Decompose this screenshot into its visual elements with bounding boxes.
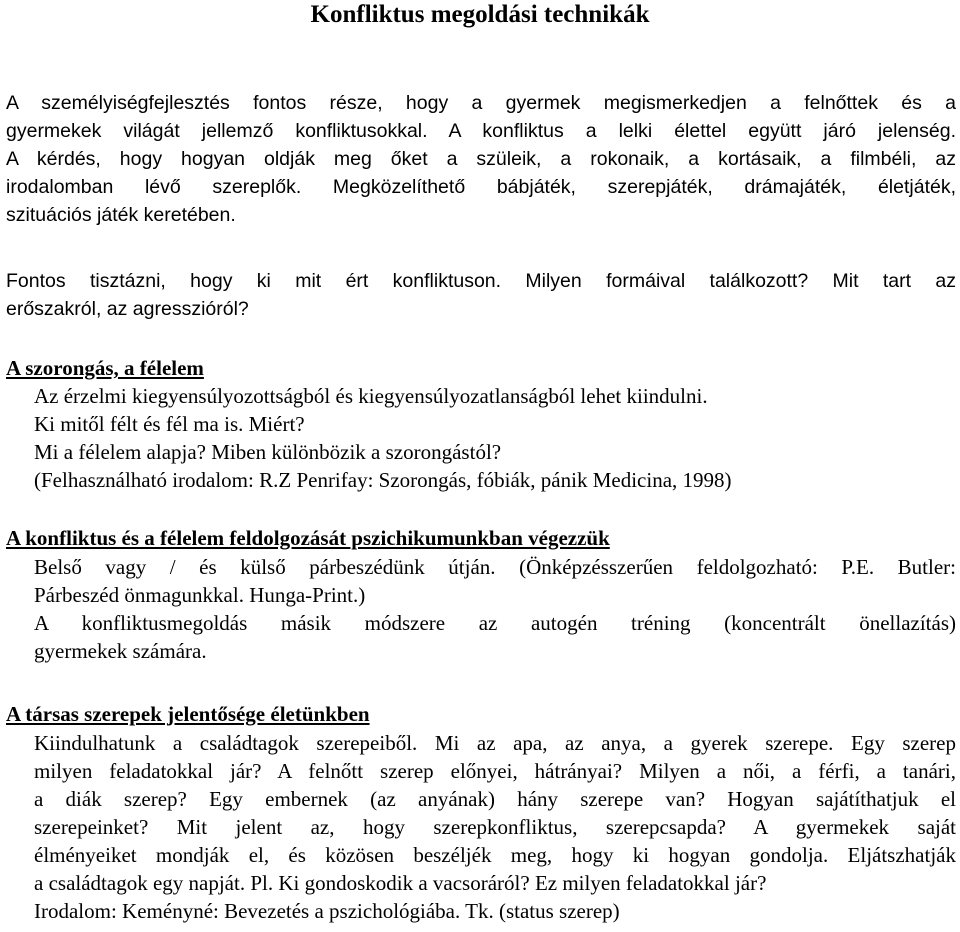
text-line: Kiindulhatunk a családtagok szerepeiből. Mi az apa, az anya, a gyerek szerepe. Egy szerep: [34, 731, 956, 755]
page-title: Konfliktus megoldási technikák: [310, 1, 650, 28]
text-line: irodalomban lévő szereplők. Megközelíthető bábjáték, szerepjáték, drámajáték, életjáték,: [6, 176, 956, 198]
text-line: gyermekek világát jellemző konfliktusokkal. A konfliktus a lelki élettel együtt járó jelenség.: [6, 120, 956, 142]
text-line: Ki mitől félt és fél ma is. Miért?: [34, 412, 305, 436]
text-line: A konfliktusmegoldás másik módszere az autogén tréning (koncentrált önellazítás): [34, 611, 956, 635]
section-heading-roles: A társas szerepek jelentősége életünkben: [6, 702, 370, 726]
text-line: a diák szerep? Egy embernek (az anyának) hány szerepe van? Hogyan sajátíthatjuk el: [34, 787, 956, 811]
text-line: Az érzelmi kiegyensúlyozottságból és kiegyensúlyozatlanságból lehet kiindulni.: [34, 384, 708, 408]
text-line: Fontos tisztázni, hogy ki mit ért konfliktuson. Milyen formáival találkozott? Mit tart az: [6, 270, 956, 292]
section-body-fear: [34, 382, 956, 494]
intro-paragraph-1: [6, 89, 956, 229]
section-heading-fear: A szorongás, a félelem: [6, 356, 204, 380]
text-line: szerepeinket? Mit jelent az, hogy szerepkonfliktus, szerepcsapda? A gyermekek saját: [34, 815, 956, 839]
intro-paragraph-2: [6, 267, 956, 323]
text-line: erőszakról, az agresszióról?: [6, 298, 249, 320]
text-line: milyen feladatokkal jár? A felnőtt szerep előnyei, hátrányai? Milyen a női, a férfi, a tanári,: [34, 759, 956, 783]
text-line: Belső vagy / és külső párbeszédünk útján. (Önképzésszerűen feldolgozható: P.E. Butler:: [34, 555, 956, 579]
text-line: (Felhasználható irodalom: R.Z Penrifay: Szorongás, fóbiák, pánik Medicina, 1998): [34, 468, 732, 492]
text-line: A kérdés, hogy hogyan oldják meg őket a szüleik, a rokonaik, a kortásaik, a filmbéli, az: [6, 148, 956, 170]
section-heading-processing: A konfliktus és a félelem feldolgozását pszichikumunkban végezzük: [6, 526, 610, 550]
text-line: a családtagok egy napját. Pl. Ki gondoskodik a vacsoráról? Ez milyen feladatokkal jár?: [34, 871, 767, 895]
section-body-roles: [34, 729, 956, 925]
text-line: gyermekek számára.: [34, 639, 207, 663]
text-line: Mi a félelem alapja? Miben különbözik a szorongástól?: [34, 440, 502, 464]
text-line: élményeiket mondják el, és közösen beszéljék meg, hogy ki hogyan gondolja. Eljátszhatják: [34, 843, 956, 867]
text-line: Párbeszéd önmagunkkal. Hunga-Print.): [34, 583, 366, 607]
text-line: A személyiségfejlesztés fontos része, hogy a gyermek megismerkedjen a felnőttek és a: [6, 92, 956, 114]
text-line: Irodalom: Keményné: Bevezetés a pszichológiába. Tk. (status szerep): [34, 899, 620, 923]
text-line: szituációs játék keretében.: [6, 204, 236, 226]
section-body-processing: [34, 553, 956, 665]
